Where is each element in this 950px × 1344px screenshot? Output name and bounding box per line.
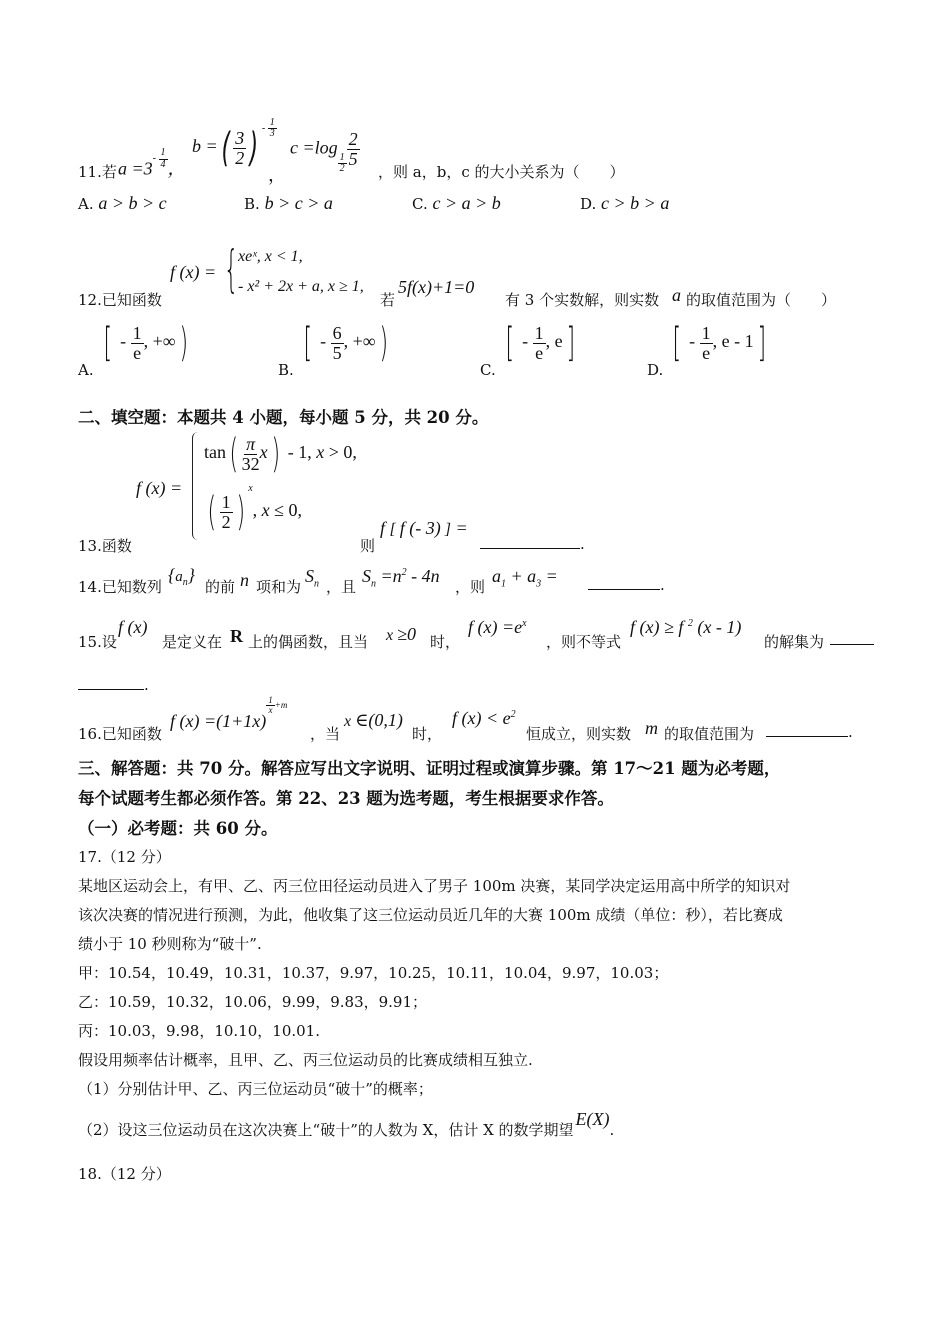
q13-fx: f (x) = xyxy=(136,478,183,498)
q12-option-a[interactable]: A. [ - $\frac{1}{e}$ , +∞) xyxy=(78,320,188,379)
q14-sn-formula: $S_n =n^2 - 4n$ xyxy=(362,566,440,590)
q11-option-c[interactable]: C. c > a > b xyxy=(412,193,501,213)
q12-option-b[interactable]: B. [ - $\frac{6}{5}$ , +∞) xyxy=(278,320,388,379)
q12-option-c[interactable]: C. [ - $\frac{1}{e}$ , e] xyxy=(480,320,575,379)
q17-part2: （2）设这三位运动员在这次决赛上“破十”的人数为 X，估计 X 的数学期望E(X). xyxy=(78,1109,615,1139)
q11-tail: ，则 a，b，c 的大小关系为（ ） xyxy=(378,163,625,181)
q12-fx: f (x) = xyxy=(170,262,217,282)
q11-option-a[interactable]: A. a > b > c xyxy=(78,193,167,213)
q17-bing-data: 丙：10.03，9.98，10.10，10.01. xyxy=(78,1022,320,1040)
section-3-sub1: （一）必考题：共 60 分。 xyxy=(78,819,278,838)
section-2-heading: 二、填空题：本题共 4 小题，每小题 5 分，共 20 分。 xyxy=(78,408,489,427)
q12-case1: xeˣ, x < 1, xyxy=(238,248,303,265)
q12-number: 12.已知函数 xyxy=(78,291,162,309)
q17-yi-data: 乙：10.59，10.32，10.06，9.99，9.83，9.91； xyxy=(78,993,428,1011)
q17-p3: 绩小于 10 秒则称为“破十”. xyxy=(78,935,262,953)
q17-assume: 假设用频率估计概率，且甲、乙、丙三位运动员的比赛成绩相互独立. xyxy=(78,1051,533,1069)
q12-tail: 有 3 个实数解，则实数 xyxy=(505,291,660,309)
q15-inequality: f (x) ≥ f $^2$ (x - 1) xyxy=(630,617,742,637)
q13-expr: f [ f (- 3) ] = xyxy=(380,518,468,538)
section-3-line1: 三、解答题：共 70 分。解答应写出文字说明、证明过程或演算步骤。第 17～21 题为必考题， xyxy=(78,759,781,778)
q11-number: 11.若 xyxy=(78,163,117,181)
q11-a-expr: $a =3^{- \frac{1}{4}}$ ， xyxy=(118,147,186,179)
q13-case1: tan( $\frac{\pi}{32}$ x) - 1, x > 0, xyxy=(204,431,357,477)
q11-option-b[interactable]: B. b > c > a xyxy=(244,193,333,213)
q11-b-expr: b =( $\frac{3}{2}$ ) $^{- \frac{1}{3}}$ xyxy=(192,116,275,171)
q11-option-d[interactable]: D. c > b > a xyxy=(580,193,670,213)
q17-p2: 该次决赛的情况进行预测，为此，他收集了这三位运动员近几年的大赛 100m 成绩（单位：秒），若比赛成 xyxy=(78,906,783,924)
q12-case2: - x² + 2x + a, x ≥ 1, xyxy=(238,278,364,295)
q17-p1: 某地区运动会上，有甲、乙、丙三位田径运动员进入了男子 100m 决赛，某同学决定运用高中所学的知识对 xyxy=(78,877,791,895)
q11-c-expr: c =log $_{\frac{1}{2}}$ $\frac{2}{5}$ xyxy=(290,129,358,175)
q18-head: 18.（12 分） xyxy=(78,1165,171,1183)
q17-part1: （1）分别估计甲、乙、丙三位运动员“破十”的概率； xyxy=(78,1080,433,1098)
q12-option-d[interactable]: D. [ - $\frac{1}{e}$ , e - 1] xyxy=(647,320,766,379)
section-3-line2: 每个试题考生都必须作答。第 22、23 题为选考题，考生根据要求作答。 xyxy=(78,789,614,808)
q16-fx: f (x) =(1+1x) $^{\frac{1}{x} +m}$ xyxy=(170,695,288,731)
q12-brace: { xyxy=(224,240,239,298)
q13-brace xyxy=(192,432,201,540)
q12-equation: 5f(x)+1=0 xyxy=(398,277,475,297)
q17-head: 17.（12 分） xyxy=(78,848,171,866)
q17-jia-data: 甲：10.54，10.49，10.31，10.37，9.97，10.25，10.11，10.04，9.97，10.03； xyxy=(78,964,669,982)
q13-case2: ( $\frac{1}{2}$ )$^x$, x ≤ 0, xyxy=(207,483,303,535)
q13-number: 13.函数 xyxy=(78,537,132,555)
